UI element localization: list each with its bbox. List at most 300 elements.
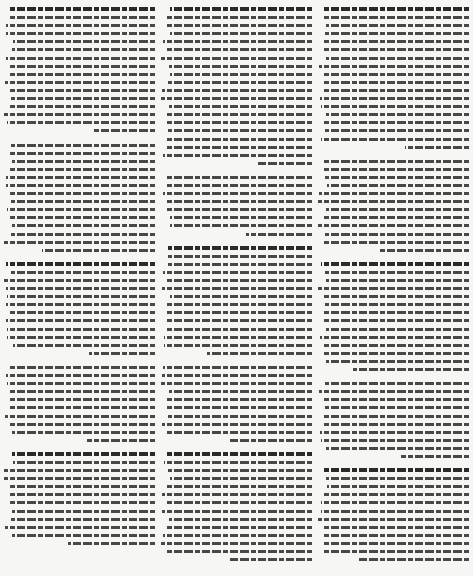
text-line [161, 86, 312, 94]
text-line-glyphs [170, 224, 312, 227]
text-line-glyphs [207, 352, 312, 355]
text-line-glyphs [163, 366, 312, 369]
text-line-glyphs [321, 510, 469, 513]
text-line [161, 21, 312, 29]
text-line [4, 221, 155, 229]
text-line-glyphs [8, 168, 155, 171]
text-line-glyphs [166, 398, 312, 401]
text-line-glyphs [322, 48, 469, 51]
paragraph [318, 260, 469, 373]
text-line-glyphs [324, 526, 469, 529]
text-line [161, 181, 312, 189]
text-line [4, 292, 155, 300]
text-line [318, 13, 469, 21]
text-line [161, 333, 312, 341]
text-line [4, 450, 155, 458]
text-line-glyphs [324, 352, 469, 355]
text-line [161, 173, 312, 181]
text-line-glyphs [170, 295, 313, 298]
text-line [4, 363, 155, 371]
text-line [161, 29, 312, 37]
text-line [161, 474, 312, 482]
paragraph [4, 363, 155, 444]
text-line-glyphs [7, 336, 155, 339]
text-line-glyphs [167, 48, 312, 51]
text-line-glyphs [320, 336, 469, 339]
text-line [318, 21, 469, 29]
text-line [4, 173, 155, 181]
text-line-glyphs [323, 241, 469, 244]
text-line [4, 70, 155, 78]
text-line-glyphs [6, 32, 156, 35]
text-line [4, 94, 155, 102]
text-line [318, 260, 469, 268]
text-line [161, 221, 312, 229]
text-line [318, 316, 469, 324]
text-line [4, 458, 155, 466]
text-line [4, 13, 155, 21]
text-line [318, 515, 469, 523]
text-line-glyphs [167, 485, 312, 488]
text-line-glyphs [68, 542, 155, 545]
text-line [4, 45, 155, 53]
text-line-glyphs [323, 542, 469, 545]
text-line [161, 300, 312, 308]
text-line-glyphs [323, 534, 469, 537]
text-line-glyphs [11, 271, 155, 274]
text-line-glyphs [4, 279, 155, 282]
text-line [318, 555, 469, 563]
text-line [318, 412, 469, 420]
text-line-glyphs [5, 415, 155, 418]
text-line-glyphs [161, 542, 312, 545]
text-line-glyphs [165, 319, 312, 322]
text-line-glyphs [323, 295, 469, 298]
text-line [318, 157, 469, 165]
text-line-glyphs [256, 162, 312, 165]
text-line-glyphs [168, 415, 312, 418]
text-line-glyphs [162, 510, 312, 513]
text-line-glyphs [11, 200, 155, 203]
text-line-glyphs [164, 344, 312, 347]
text-line-glyphs [166, 138, 312, 141]
text-line-glyphs [7, 295, 155, 298]
text-line [161, 349, 312, 357]
text-line [318, 482, 469, 490]
text-line [4, 110, 155, 118]
text-line [318, 490, 469, 498]
text-line-glyphs [164, 336, 313, 339]
paragraph [4, 5, 155, 135]
text-line [4, 238, 155, 246]
paragraph-gap [4, 549, 155, 553]
text-line-glyphs [325, 32, 469, 35]
text-line [161, 341, 312, 349]
text-line [161, 412, 312, 420]
paragraph [161, 450, 312, 563]
text-line [161, 450, 312, 458]
text-line [161, 135, 312, 143]
text-line [4, 54, 155, 62]
text-line-glyphs [325, 303, 469, 306]
text-line-glyphs [9, 366, 155, 369]
text-line-glyphs [8, 216, 155, 219]
text-line [318, 498, 469, 506]
text-line [4, 379, 155, 387]
text-line [161, 197, 312, 205]
text-line [4, 213, 155, 221]
text-line [318, 238, 469, 246]
text-line-glyphs [5, 526, 155, 529]
text-line [318, 284, 469, 292]
text-line-glyphs [6, 374, 155, 377]
text-line [4, 412, 155, 420]
text-line [161, 436, 312, 444]
text-line [318, 78, 469, 86]
text-line-glyphs [326, 477, 469, 480]
text-line [318, 268, 469, 276]
text-line-glyphs [8, 311, 155, 314]
paragraph [318, 5, 469, 151]
text-line [4, 21, 155, 29]
text-line [318, 165, 469, 173]
text-line-glyphs [321, 105, 469, 108]
text-line [161, 458, 312, 466]
text-line-glyphs [322, 415, 469, 418]
text-line [4, 197, 155, 205]
text-line [318, 230, 469, 238]
text-line [4, 308, 155, 316]
paragraph [4, 450, 155, 547]
paragraph [4, 260, 155, 357]
text-line-glyphs [165, 113, 312, 116]
text-line [161, 403, 312, 411]
text-line [4, 205, 155, 213]
text-line [161, 110, 312, 118]
text-line [4, 86, 155, 94]
text-line [161, 70, 312, 78]
text-line-glyphs [325, 406, 469, 409]
text-line-glyphs [163, 40, 312, 43]
text-line-glyphs [12, 160, 155, 163]
text-line [161, 531, 312, 539]
text-line [161, 143, 312, 151]
text-line [161, 308, 312, 316]
text-line [161, 189, 312, 197]
text-line [318, 205, 469, 213]
text-line-glyphs [321, 501, 469, 504]
text-line-glyphs [165, 501, 312, 504]
text-line-glyphs [9, 398, 155, 401]
text-line [318, 547, 469, 555]
text-line-glyphs [11, 144, 155, 147]
paragraph [161, 5, 312, 167]
text-line-glyphs [11, 518, 155, 521]
text-line [318, 507, 469, 515]
column-middle [161, 4, 312, 572]
text-line-glyphs [323, 398, 469, 401]
text-line [4, 37, 155, 45]
paragraph-gap [318, 565, 469, 569]
text-line [161, 37, 312, 45]
text-line-glyphs [326, 24, 469, 27]
text-line [4, 181, 155, 189]
text-line [161, 371, 312, 379]
text-line-glyphs [326, 360, 469, 363]
text-line [161, 94, 312, 102]
text-line-glyphs [321, 262, 469, 266]
paragraph [161, 363, 312, 444]
text-line [318, 62, 469, 70]
paragraph [318, 379, 469, 460]
text-line-glyphs [4, 241, 155, 244]
text-line [4, 78, 155, 86]
text-line-glyphs [323, 81, 469, 84]
text-line-glyphs [163, 271, 312, 274]
text-line [4, 531, 155, 539]
text-line [161, 420, 312, 428]
text-line-glyphs [169, 105, 312, 108]
text-line [4, 498, 155, 506]
text-line-glyphs [168, 255, 312, 258]
text-line [4, 395, 155, 403]
text-line-glyphs [325, 382, 469, 385]
text-line [318, 357, 469, 365]
text-line-glyphs [325, 233, 469, 236]
text-line-glyphs [325, 176, 469, 179]
text-line-glyphs [326, 447, 469, 450]
text-line-glyphs [170, 216, 312, 219]
text-line [161, 325, 312, 333]
text-line [4, 29, 155, 37]
text-line-glyphs [169, 390, 312, 393]
text-line-glyphs [326, 279, 469, 282]
text-line-glyphs [9, 152, 155, 155]
text-line-glyphs [326, 328, 469, 331]
text-line-glyphs [165, 279, 312, 282]
text-line [318, 466, 469, 474]
text-line-glyphs [168, 263, 312, 266]
text-line-glyphs [326, 57, 469, 60]
text-line [4, 474, 155, 482]
text-line-glyphs [170, 73, 312, 76]
text-line-glyphs [13, 344, 155, 347]
text-line [161, 284, 312, 292]
text-line [161, 395, 312, 403]
text-line-glyphs [165, 200, 312, 203]
text-line-glyphs [5, 81, 155, 84]
text-line [4, 490, 155, 498]
text-line-glyphs [169, 518, 312, 521]
text-line [4, 118, 155, 126]
text-line [4, 420, 155, 428]
text-line [4, 515, 155, 523]
text-line-glyphs [6, 176, 155, 179]
text-line [4, 403, 155, 411]
text-line-glyphs [321, 439, 469, 442]
text-line-glyphs [11, 233, 155, 236]
text-line [161, 205, 312, 213]
text-line-glyphs [6, 262, 155, 266]
text-line-glyphs [4, 113, 155, 116]
text-line-glyphs [12, 534, 155, 537]
text-line [318, 387, 469, 395]
text-line [318, 45, 469, 53]
text-line-glyphs [359, 558, 469, 561]
text-line-glyphs [323, 40, 469, 43]
text-line [318, 197, 469, 205]
text-line-glyphs [169, 65, 312, 68]
text-line-glyphs [166, 16, 312, 19]
text-line [318, 365, 469, 373]
text-line [4, 387, 155, 395]
text-line-glyphs [6, 303, 155, 306]
text-line [4, 507, 155, 515]
text-line [318, 523, 469, 531]
text-line [161, 102, 312, 110]
text-line-glyphs [324, 89, 469, 92]
text-line-glyphs [322, 311, 469, 314]
text-line [318, 333, 469, 341]
text-line-glyphs [6, 24, 155, 27]
text-line [4, 436, 155, 444]
text-line [318, 135, 469, 143]
text-line-glyphs [161, 382, 312, 385]
text-line [161, 159, 312, 167]
text-line [318, 181, 469, 189]
column-right [318, 4, 469, 572]
column-body [4, 5, 155, 553]
paragraph [318, 157, 469, 254]
text-line-glyphs [168, 129, 312, 132]
text-line [318, 110, 469, 118]
text-line-glyphs [321, 138, 469, 141]
text-line-glyphs [165, 550, 312, 553]
text-line [4, 333, 155, 341]
text-line [161, 387, 312, 395]
text-line [318, 395, 469, 403]
text-line-glyphs [162, 287, 312, 290]
text-line-glyphs [323, 550, 469, 553]
text-line [318, 70, 469, 78]
text-line-glyphs [167, 406, 312, 409]
text-line [4, 268, 155, 276]
text-line-glyphs [162, 493, 312, 496]
text-line [318, 325, 469, 333]
text-line [161, 466, 312, 474]
text-line [161, 151, 312, 159]
text-line-glyphs [325, 129, 469, 132]
text-line [318, 531, 469, 539]
text-line-glyphs [326, 113, 469, 116]
text-line [4, 276, 155, 284]
text-line [161, 118, 312, 126]
text-line-glyphs [318, 518, 469, 521]
text-line-glyphs [12, 431, 155, 434]
text-line-glyphs [165, 526, 312, 529]
text-line-glyphs [92, 129, 155, 132]
text-line-glyphs [12, 510, 155, 513]
text-line-glyphs [6, 287, 155, 290]
paragraph-gap [161, 565, 312, 569]
text-line [4, 149, 155, 157]
text-line-glyphs [170, 477, 312, 480]
text-line-glyphs [8, 406, 155, 409]
text-line [4, 300, 155, 308]
text-line [4, 246, 155, 254]
text-line [318, 403, 469, 411]
text-line-glyphs [8, 192, 155, 195]
column-body [161, 5, 312, 569]
text-line [318, 54, 469, 62]
text-line-glyphs [12, 48, 155, 51]
text-line-glyphs [326, 208, 469, 211]
text-line-glyphs [164, 461, 312, 464]
text-line-glyphs [319, 65, 469, 68]
text-line [318, 143, 469, 151]
text-line-glyphs [9, 89, 155, 92]
text-line [318, 37, 469, 45]
text-line [4, 349, 155, 357]
text-line [161, 260, 312, 268]
text-line [4, 341, 155, 349]
text-line-glyphs [8, 105, 155, 108]
text-line-glyphs [6, 319, 155, 322]
text-line-glyphs [6, 184, 155, 187]
text-line-glyphs [320, 97, 469, 100]
text-line-glyphs [322, 16, 469, 19]
text-line-glyphs [323, 168, 469, 171]
text-line [161, 45, 312, 53]
text-line [161, 213, 312, 221]
text-line-glyphs [323, 216, 469, 219]
text-line-glyphs [318, 224, 469, 227]
text-line-glyphs [12, 452, 155, 456]
text-line-glyphs [165, 452, 312, 456]
text-line-glyphs [7, 121, 155, 124]
text-line [318, 474, 469, 482]
text-line [161, 428, 312, 436]
text-line [4, 284, 155, 292]
text-line [318, 444, 469, 452]
text-line-glyphs [163, 534, 312, 537]
text-line [161, 268, 312, 276]
text-line [4, 316, 155, 324]
text-line-glyphs [11, 97, 155, 100]
text-line-glyphs [170, 7, 312, 11]
text-line-glyphs [405, 146, 469, 149]
text-line-glyphs [168, 81, 312, 84]
text-line-glyphs [9, 501, 155, 504]
text-line [161, 316, 312, 324]
paragraph [161, 173, 312, 238]
text-line-glyphs [166, 176, 312, 179]
text-line [161, 230, 312, 238]
text-line [318, 276, 469, 284]
text-line [318, 221, 469, 229]
text-line-glyphs [170, 32, 312, 35]
text-line [4, 157, 155, 165]
text-line-glyphs [162, 89, 312, 92]
text-line-glyphs [325, 271, 469, 274]
text-line [161, 292, 312, 300]
text-line-glyphs [166, 303, 312, 306]
text-line [161, 523, 312, 531]
text-line-glyphs [353, 368, 469, 371]
text-line [161, 363, 312, 371]
text-line-glyphs [327, 184, 469, 187]
text-line [4, 482, 155, 490]
